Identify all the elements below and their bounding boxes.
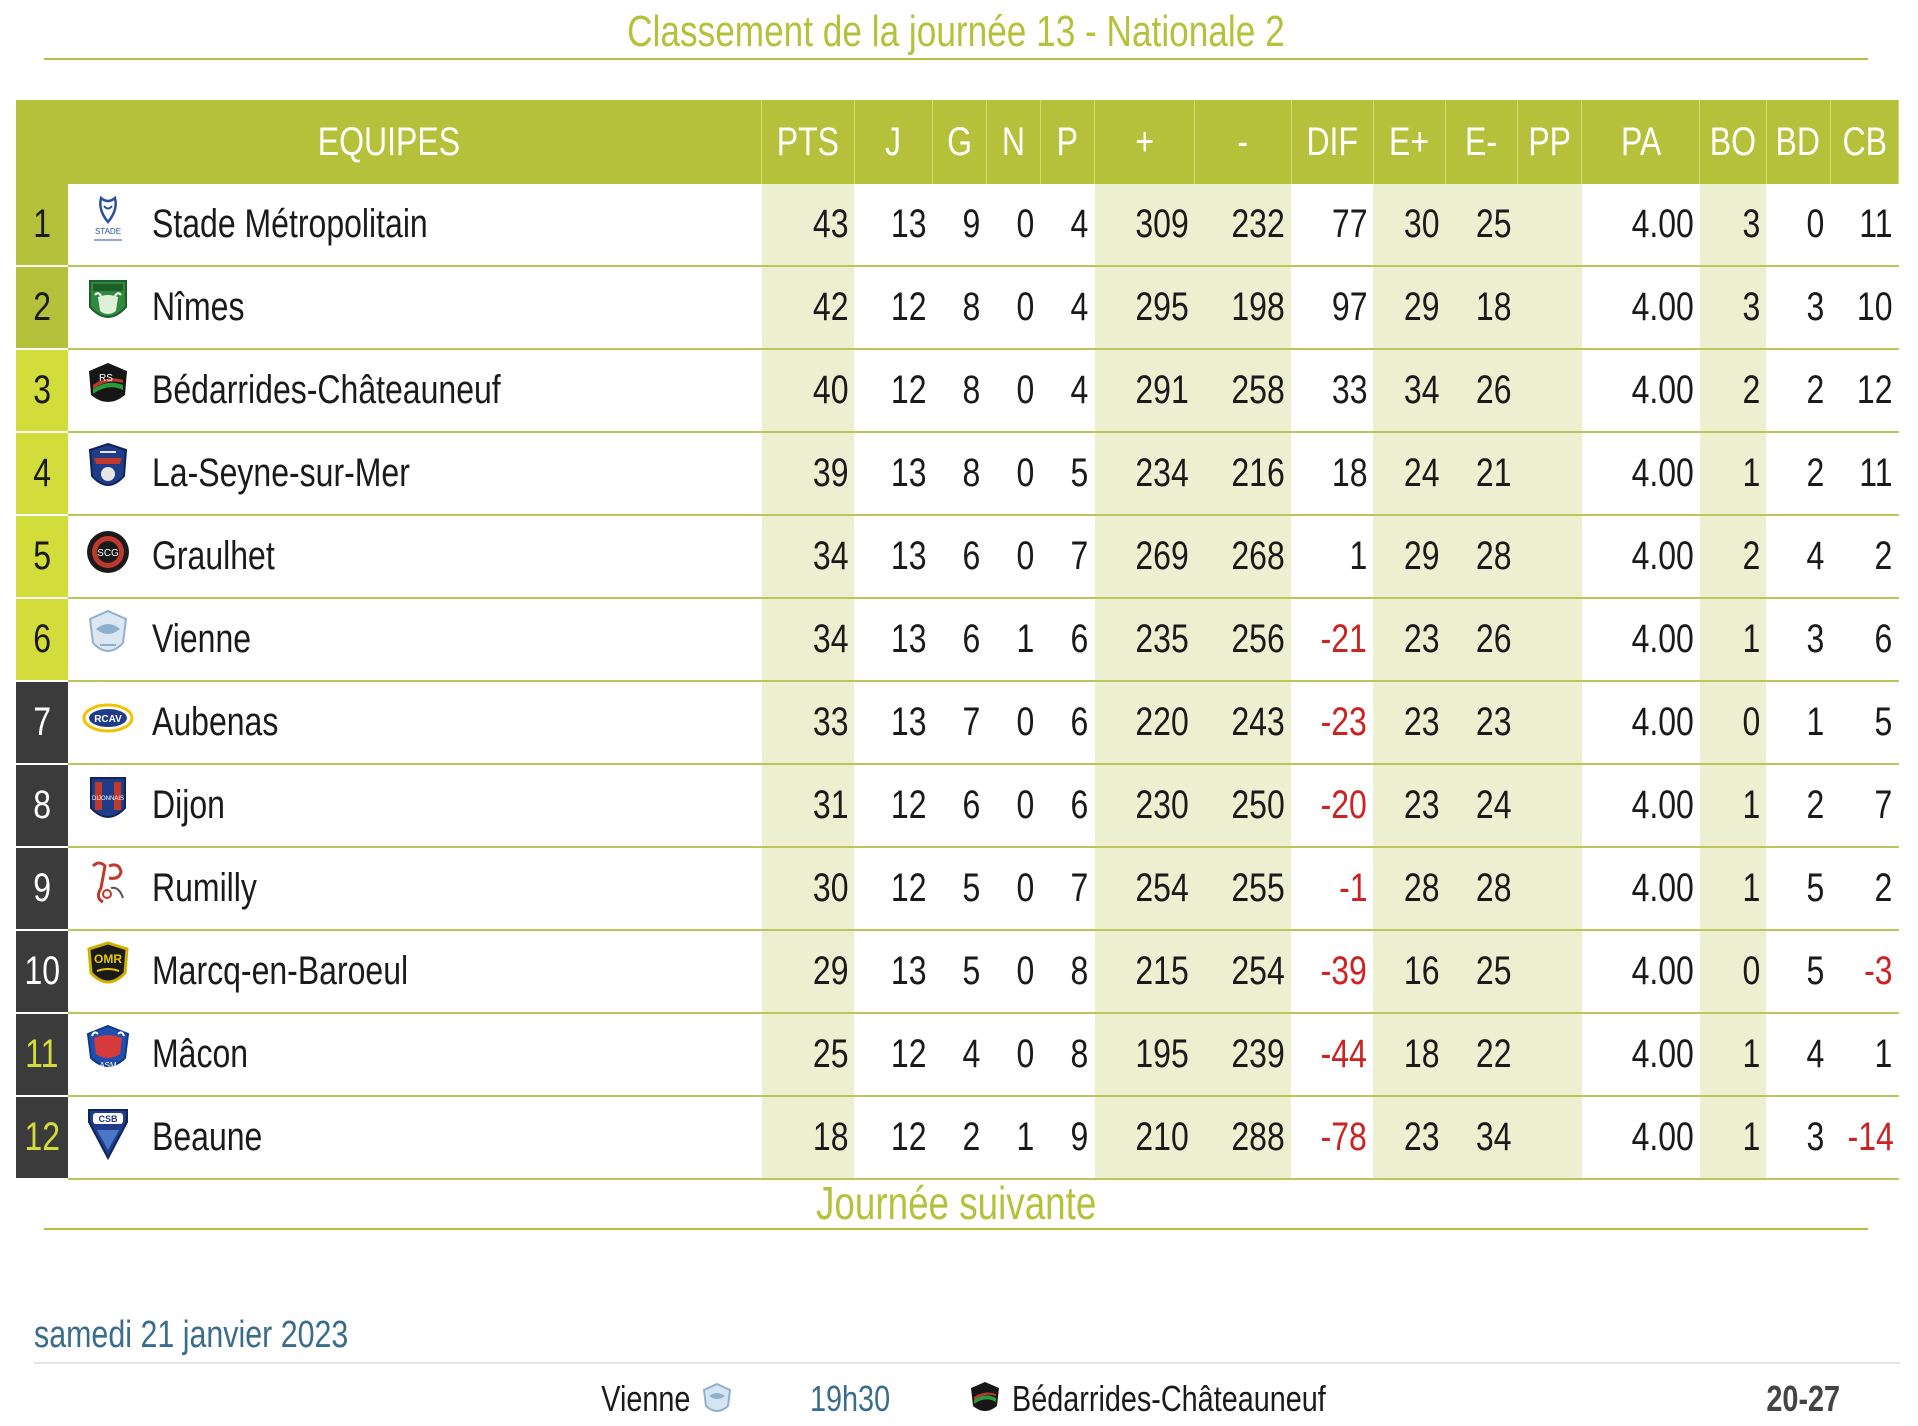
cell-minus: 198 bbox=[1195, 266, 1291, 349]
cell-pa: 4.00 bbox=[1582, 598, 1700, 681]
vienne-logo bbox=[700, 1382, 734, 1423]
team-name[interactable]: Bédarrides-Châteauneuf bbox=[148, 349, 761, 432]
cell-pp bbox=[1518, 681, 1582, 764]
cell-pa: 4.00 bbox=[1582, 184, 1700, 266]
cell-pa: 4.00 bbox=[1582, 764, 1700, 847]
cell-p: 4 bbox=[1040, 349, 1094, 432]
cell-dif: 18 bbox=[1291, 432, 1373, 515]
cell-plus: 309 bbox=[1095, 184, 1195, 266]
cell-bo: 3 bbox=[1700, 184, 1766, 266]
cell-pts: 31 bbox=[762, 764, 854, 847]
cell-eminus: 28 bbox=[1445, 515, 1517, 598]
cell-pts: 43 bbox=[762, 184, 854, 266]
cell-g: 2 bbox=[932, 1096, 986, 1179]
cell-pts: 18 bbox=[762, 1096, 854, 1179]
table-row[interactable] bbox=[16, 1013, 1899, 1096]
cell-eminus: 26 bbox=[1445, 349, 1517, 432]
team-name[interactable]: Marcq-en-Baroeul bbox=[148, 930, 761, 1013]
cell-n: 0 bbox=[986, 266, 1040, 349]
table-row[interactable] bbox=[16, 847, 1899, 930]
cell-eminus: 28 bbox=[1445, 847, 1517, 930]
cell-pts: 42 bbox=[762, 266, 854, 349]
col-eminus-header: E- bbox=[1445, 100, 1517, 184]
cell-p: 5 bbox=[1040, 432, 1094, 515]
cell-j: 13 bbox=[854, 930, 932, 1013]
cell-bo: 1 bbox=[1700, 1096, 1766, 1179]
cell-bd: 2 bbox=[1766, 349, 1830, 432]
rank-cell: 9 bbox=[16, 847, 68, 930]
col-minus-header: - bbox=[1195, 100, 1291, 184]
cell-dif: -23 bbox=[1291, 681, 1373, 764]
team-name[interactable]: Stade Métropolitain bbox=[148, 184, 761, 266]
vienne-logo bbox=[68, 598, 148, 681]
cell-pts: 34 bbox=[762, 515, 854, 598]
cell-pa: 4.00 bbox=[1582, 349, 1700, 432]
table-row[interactable] bbox=[16, 515, 1899, 598]
cell-pa: 4.00 bbox=[1582, 515, 1700, 598]
col-bd-header: BD bbox=[1766, 100, 1830, 184]
col-pa-header: PA bbox=[1582, 100, 1700, 184]
table-row[interactable] bbox=[16, 1096, 1899, 1179]
la-seyne-logo bbox=[68, 432, 148, 515]
bedarrides-logo bbox=[968, 1380, 1002, 1423]
cell-n: 0 bbox=[986, 930, 1040, 1013]
cell-eminus: 26 bbox=[1445, 598, 1517, 681]
cell-pp bbox=[1518, 847, 1582, 930]
cell-minus: 268 bbox=[1195, 515, 1291, 598]
cell-bo: 0 bbox=[1700, 681, 1766, 764]
cell-eminus: 18 bbox=[1445, 266, 1517, 349]
cell-eplus: 34 bbox=[1373, 349, 1445, 432]
cell-n: 0 bbox=[986, 432, 1040, 515]
cell-j: 12 bbox=[854, 349, 932, 432]
cell-bd: 3 bbox=[1766, 1096, 1830, 1179]
cell-n: 0 bbox=[986, 349, 1040, 432]
cell-g: 8 bbox=[932, 349, 986, 432]
rank-cell: 2 bbox=[16, 266, 68, 349]
cell-minus: 254 bbox=[1195, 930, 1291, 1013]
nimes-logo bbox=[68, 266, 148, 349]
col-equipes-header: EQUIPES bbox=[16, 100, 762, 184]
cell-g: 6 bbox=[932, 515, 986, 598]
cell-bd: 1 bbox=[1766, 681, 1830, 764]
table-row[interactable] bbox=[16, 432, 1899, 515]
table-row[interactable] bbox=[16, 598, 1899, 681]
cell-pp bbox=[1518, 515, 1582, 598]
rank-cell: 7 bbox=[16, 681, 68, 764]
cell-p: 7 bbox=[1040, 847, 1094, 930]
cell-p: 4 bbox=[1040, 266, 1094, 349]
cell-j: 12 bbox=[854, 847, 932, 930]
cell-pp bbox=[1518, 432, 1582, 515]
cell-cb: 5 bbox=[1830, 681, 1898, 764]
graulhet-logo bbox=[68, 515, 148, 598]
cell-n: 0 bbox=[986, 1013, 1040, 1096]
cell-p: 6 bbox=[1040, 598, 1094, 681]
aubenas-logo bbox=[68, 681, 148, 764]
cell-p: 8 bbox=[1040, 930, 1094, 1013]
cell-cb: -14 bbox=[1830, 1096, 1898, 1179]
cell-plus: 291 bbox=[1095, 349, 1195, 432]
cell-cb: 10 bbox=[1830, 266, 1898, 349]
svg-text:CSB: CSB bbox=[98, 1113, 118, 1124]
cell-bd: 5 bbox=[1766, 930, 1830, 1013]
cell-eminus: 22 bbox=[1445, 1013, 1517, 1096]
cell-bd: 2 bbox=[1766, 764, 1830, 847]
cell-g: 5 bbox=[932, 930, 986, 1013]
rank-cell: 5 bbox=[16, 515, 68, 598]
cell-dif: -44 bbox=[1291, 1013, 1373, 1096]
team-name[interactable]: Aubenas bbox=[148, 681, 761, 764]
cell-minus: 232 bbox=[1195, 184, 1291, 266]
macon-logo bbox=[68, 1013, 148, 1096]
cell-pa: 4.00 bbox=[1582, 847, 1700, 930]
cell-pp bbox=[1518, 1013, 1582, 1096]
cell-pa: 4.00 bbox=[1582, 266, 1700, 349]
cell-eplus: 23 bbox=[1373, 1096, 1445, 1179]
cell-dif: -21 bbox=[1291, 598, 1373, 681]
col-pts-header: PTS bbox=[762, 100, 854, 184]
cell-bo: 2 bbox=[1700, 349, 1766, 432]
rank-cell: 1 bbox=[16, 184, 68, 266]
cell-g: 6 bbox=[932, 764, 986, 847]
cell-bo: 1 bbox=[1700, 432, 1766, 515]
cell-plus: 195 bbox=[1095, 1013, 1195, 1096]
cell-plus: 220 bbox=[1095, 681, 1195, 764]
team-name[interactable]: Vienne bbox=[148, 598, 761, 681]
cell-j: 13 bbox=[854, 184, 932, 266]
cell-eplus: 18 bbox=[1373, 1013, 1445, 1096]
match-divider bbox=[34, 1362, 1900, 1364]
rank-cell: 10 bbox=[16, 930, 68, 1013]
cell-cb: 2 bbox=[1830, 847, 1898, 930]
table-row[interactable] bbox=[16, 184, 1899, 266]
team-name[interactable]: Nîmes bbox=[148, 266, 761, 349]
team-name[interactable]: Beaune bbox=[148, 1096, 761, 1179]
cell-bd: 2 bbox=[1766, 432, 1830, 515]
match-away-team[interactable]: Bédarrides-Châteauneuf bbox=[1012, 1378, 1326, 1419]
match-score[interactable]: 20-27 bbox=[1766, 1378, 1840, 1419]
svg-text:ASM: ASM bbox=[99, 1060, 117, 1070]
table-row[interactable] bbox=[16, 266, 1899, 349]
cell-j: 12 bbox=[854, 1013, 932, 1096]
col-g-header: G bbox=[932, 100, 986, 184]
cell-bo: 3 bbox=[1700, 266, 1766, 349]
cell-n: 0 bbox=[986, 681, 1040, 764]
cell-eminus: 25 bbox=[1445, 184, 1517, 266]
cell-bo: 1 bbox=[1700, 764, 1766, 847]
cell-bo: 2 bbox=[1700, 515, 1766, 598]
cell-j: 13 bbox=[854, 515, 932, 598]
cell-pts: 30 bbox=[762, 847, 854, 930]
rank-cell: 3 bbox=[16, 349, 68, 432]
cell-g: 4 bbox=[932, 1013, 986, 1096]
beaune-logo bbox=[68, 1096, 148, 1179]
cell-plus: 269 bbox=[1095, 515, 1195, 598]
col-n-header: N bbox=[986, 100, 1040, 184]
cell-pa: 4.00 bbox=[1582, 432, 1700, 515]
cell-eplus: 30 bbox=[1373, 184, 1445, 266]
rank-cell: 6 bbox=[16, 598, 68, 681]
cell-p: 9 bbox=[1040, 1096, 1094, 1179]
cell-n: 1 bbox=[986, 598, 1040, 681]
cell-dif: -20 bbox=[1291, 764, 1373, 847]
table-row[interactable] bbox=[16, 764, 1899, 847]
table-header-row bbox=[16, 100, 1899, 184]
cell-dif: 97 bbox=[1291, 266, 1373, 349]
cell-minus: 258 bbox=[1195, 349, 1291, 432]
cell-bo: 0 bbox=[1700, 930, 1766, 1013]
cell-plus: 230 bbox=[1095, 764, 1195, 847]
standings-table bbox=[16, 100, 1899, 1180]
cell-pp bbox=[1518, 930, 1582, 1013]
col-dif-header: DIF bbox=[1291, 100, 1373, 184]
cell-pp bbox=[1518, 598, 1582, 681]
col-j-header: J bbox=[854, 100, 932, 184]
cell-bo: 1 bbox=[1700, 847, 1766, 930]
page-title: Classement de la journée 13 - Nationale 2 bbox=[44, 6, 1868, 60]
cell-eplus: 29 bbox=[1373, 515, 1445, 598]
cell-g: 8 bbox=[932, 432, 986, 515]
cell-cb: 11 bbox=[1830, 184, 1898, 266]
svg-text:STADE: STADE bbox=[95, 226, 122, 236]
cell-j: 13 bbox=[854, 598, 932, 681]
cell-pts: 25 bbox=[762, 1013, 854, 1096]
cell-pp bbox=[1518, 184, 1582, 266]
cell-j: 13 bbox=[854, 432, 932, 515]
cell-eminus: 25 bbox=[1445, 930, 1517, 1013]
cell-minus: 255 bbox=[1195, 847, 1291, 930]
cell-g: 9 bbox=[932, 184, 986, 266]
match-date: samedi 21 janvier 2023 bbox=[34, 1314, 349, 1356]
col-pp-header: PP bbox=[1518, 100, 1582, 184]
cell-cb: 12 bbox=[1830, 349, 1898, 432]
cell-dif: 77 bbox=[1291, 184, 1373, 266]
cell-g: 5 bbox=[932, 847, 986, 930]
cell-plus: 235 bbox=[1095, 598, 1195, 681]
svg-text:OMR: OMR bbox=[94, 951, 123, 966]
cell-minus: 288 bbox=[1195, 1096, 1291, 1179]
cell-dif: -1 bbox=[1291, 847, 1373, 930]
cell-pp bbox=[1518, 349, 1582, 432]
cell-g: 7 bbox=[932, 681, 986, 764]
cell-minus: 243 bbox=[1195, 681, 1291, 764]
team-name[interactable]: Dijon bbox=[148, 764, 761, 847]
col-plus-header: + bbox=[1095, 100, 1195, 184]
cell-p: 6 bbox=[1040, 681, 1094, 764]
cell-cb: -3 bbox=[1830, 930, 1898, 1013]
cell-pts: 39 bbox=[762, 432, 854, 515]
cell-eplus: 23 bbox=[1373, 681, 1445, 764]
cell-minus: 256 bbox=[1195, 598, 1291, 681]
col-eplus-header: E+ bbox=[1373, 100, 1445, 184]
rumilly-logo bbox=[68, 847, 148, 930]
rank-cell: 11 bbox=[16, 1013, 68, 1096]
cell-bd: 0 bbox=[1766, 184, 1830, 266]
cell-plus: 295 bbox=[1095, 266, 1195, 349]
team-name[interactable]: Graulhet bbox=[148, 515, 761, 598]
cell-j: 12 bbox=[854, 1096, 932, 1179]
cell-bd: 4 bbox=[1766, 1013, 1830, 1096]
cell-p: 4 bbox=[1040, 184, 1094, 266]
cell-minus: 250 bbox=[1195, 764, 1291, 847]
cell-pa: 4.00 bbox=[1582, 1096, 1700, 1179]
cell-eminus: 21 bbox=[1445, 432, 1517, 515]
cell-eminus: 24 bbox=[1445, 764, 1517, 847]
cell-minus: 216 bbox=[1195, 432, 1291, 515]
svg-text:RS: RS bbox=[99, 372, 114, 384]
table-row[interactable] bbox=[16, 349, 1899, 432]
cell-bd: 3 bbox=[1766, 266, 1830, 349]
cell-pts: 33 bbox=[762, 681, 854, 764]
cell-n: 0 bbox=[986, 847, 1040, 930]
rank-cell: 12 bbox=[16, 1096, 68, 1179]
cell-pts: 34 bbox=[762, 598, 854, 681]
cell-eplus: 23 bbox=[1373, 598, 1445, 681]
cell-cb: 1 bbox=[1830, 1013, 1898, 1096]
cell-eplus: 16 bbox=[1373, 930, 1445, 1013]
cell-minus: 239 bbox=[1195, 1013, 1291, 1096]
cell-cb: 2 bbox=[1830, 515, 1898, 598]
team-name[interactable]: La-Seyne-sur-Mer bbox=[148, 432, 761, 515]
cell-pp bbox=[1518, 266, 1582, 349]
cell-g: 8 bbox=[932, 266, 986, 349]
cell-p: 6 bbox=[1040, 764, 1094, 847]
svg-text:RCAV: RCAV bbox=[94, 714, 122, 725]
cell-dif: 1 bbox=[1291, 515, 1373, 598]
match-home-team[interactable]: Vienne bbox=[600, 1378, 690, 1419]
rank-cell: 8 bbox=[16, 764, 68, 847]
cell-eplus: 24 bbox=[1373, 432, 1445, 515]
cell-eminus: 23 bbox=[1445, 681, 1517, 764]
col-p-header: P bbox=[1040, 100, 1094, 184]
cell-p: 8 bbox=[1040, 1013, 1094, 1096]
next-day-link[interactable]: Journée suivante bbox=[44, 1178, 1868, 1230]
cell-pa: 4.00 bbox=[1582, 1013, 1700, 1096]
cell-bd: 4 bbox=[1766, 515, 1830, 598]
cell-p: 7 bbox=[1040, 515, 1094, 598]
cell-pa: 4.00 bbox=[1582, 930, 1700, 1013]
cell-pp bbox=[1518, 1096, 1582, 1179]
cell-dif: -78 bbox=[1291, 1096, 1373, 1179]
cell-plus: 215 bbox=[1095, 930, 1195, 1013]
bedarrides-logo bbox=[68, 349, 148, 432]
cell-bo: 1 bbox=[1700, 598, 1766, 681]
cell-pp bbox=[1518, 764, 1582, 847]
cell-bd: 5 bbox=[1766, 847, 1830, 930]
stade-metropolitain-logo bbox=[68, 184, 148, 266]
cell-n: 1 bbox=[986, 1096, 1040, 1179]
cell-cb: 7 bbox=[1830, 764, 1898, 847]
cell-plus: 210 bbox=[1095, 1096, 1195, 1179]
cell-pts: 40 bbox=[762, 349, 854, 432]
match-kickoff-time: 19h30 bbox=[809, 1378, 891, 1419]
table-row[interactable] bbox=[16, 681, 1899, 764]
marcq-logo bbox=[68, 930, 148, 1013]
cell-cb: 11 bbox=[1830, 432, 1898, 515]
team-name[interactable]: Rumilly bbox=[148, 847, 761, 930]
col-cb-header: CB bbox=[1830, 100, 1898, 184]
svg-text:DIJONNAIS: DIJONNAIS bbox=[92, 795, 125, 802]
cell-plus: 254 bbox=[1095, 847, 1195, 930]
cell-g: 6 bbox=[932, 598, 986, 681]
dijon-logo bbox=[68, 764, 148, 847]
table-row[interactable] bbox=[16, 930, 1899, 1013]
rank-cell: 4 bbox=[16, 432, 68, 515]
cell-j: 12 bbox=[854, 266, 932, 349]
cell-j: 13 bbox=[854, 681, 932, 764]
cell-bo: 1 bbox=[1700, 1013, 1766, 1096]
cell-pts: 29 bbox=[762, 930, 854, 1013]
cell-bd: 3 bbox=[1766, 598, 1830, 681]
cell-cb: 6 bbox=[1830, 598, 1898, 681]
cell-dif: -39 bbox=[1291, 930, 1373, 1013]
cell-eplus: 29 bbox=[1373, 266, 1445, 349]
cell-dif: 33 bbox=[1291, 349, 1373, 432]
cell-eminus: 34 bbox=[1445, 1096, 1517, 1179]
cell-n: 0 bbox=[986, 184, 1040, 266]
cell-eplus: 28 bbox=[1373, 847, 1445, 930]
svg-text:SCG: SCG bbox=[97, 547, 120, 559]
team-name[interactable]: Mâcon bbox=[148, 1013, 761, 1096]
cell-n: 0 bbox=[986, 764, 1040, 847]
cell-eplus: 23 bbox=[1373, 764, 1445, 847]
cell-n: 0 bbox=[986, 515, 1040, 598]
col-bo-header: BO bbox=[1700, 100, 1766, 184]
cell-pa: 4.00 bbox=[1582, 681, 1700, 764]
cell-j: 12 bbox=[854, 764, 932, 847]
cell-plus: 234 bbox=[1095, 432, 1195, 515]
